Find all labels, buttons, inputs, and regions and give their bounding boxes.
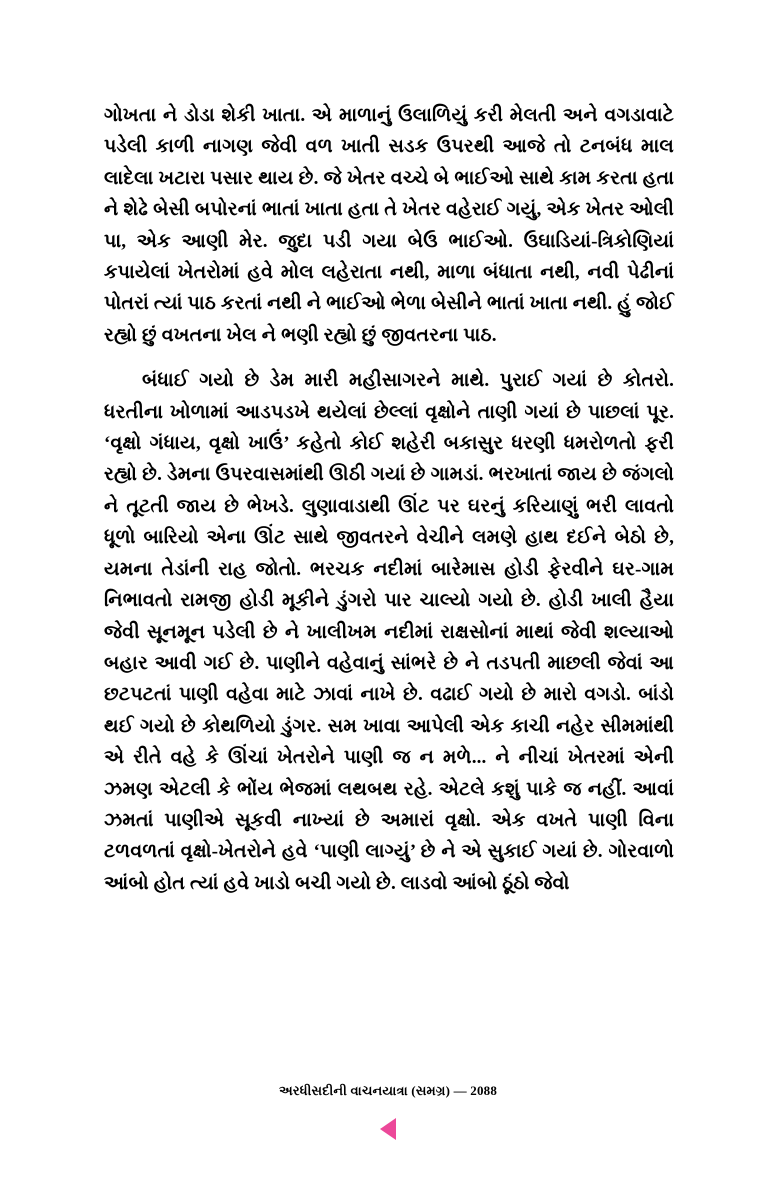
paragraph-2: બંધાઈ ગયો છે ડેમ મારી મહીસાગરને માથે. પુરાઈ ગયાં છે કોતરો. ધરતીના ખોળામાં આડપડખે થયેલાં છેલ્લાં વૃક્ષોને તાણી ગયાં છે પાછલાં પૂર. ‘વૃક્ષો ગંધાય, વૃક્ષો ખાઉં’ કહેતો કોઈ શહેરી બકાસુર ધરણી ધમરોળતો ફરી રહ્યો છે. ડેમના ઉપરવાસમાંથી ઊઠી ગયાં છે ગામડાં. ભરખાતાં જાય છે જંગલો ને તૂટતી જાય છે ભેખડે. લુણાવાડાથી ઊંટ પર ઘરનું કરિયાણું ભરી લાવતો ધૂળો બારિયો એના ઊંટ સાથે જીવતરને વેચીને લમણે હાથ દઈને બેઠો છે, યમના તેડાંની રાહ જોતો. ભરચક નદીમાં બારેમાસ હોડી ફેરવીને ઘર-ગામ નિભાવતો રામજી હોડી મૂકીને ડુંગરો પાર ચાલ્યો ગયો છે. હોડી ખાલી હૈયા જેવી સૂનમૂન પડેલી છે ને ખાલીખમ નદીમાં રાક્ષસોનાં માથાં જેવી શલ્યાઓ બહાર આવી ગઈ છે. પાણીને વહેવાનું સાંભરે છે ને તડપતી માછલી જેવાં આ છટપટતાં પાણી વહેવા માટે ઝાવાં નાખે છે. વઢાઈ ગયો છે મારો વગડો. બાંડો થઈ ગયો છે કોથળિયો ડુંગર. સમ ખાવા આપેલી એક કાચી નહેર સીમમાંથી એ રીતે વહે કે ઊંચાં ખેતરોને પાણી જ ન મળે... ને નીચાં ખેતરમાં એની ઝમણ એટલી કે ભોંય ભેજમાં લથબથ રહે. એટલે કશું પાકે જ નહીં. આવાં ઝમતાં પાણીએ સૂકવી નાખ્યાં છે અમારાં વૃક્ષો. એક વખતે પાણી વિના ટળવળતાં વૃક્ષો-ખેતરોને હવે ‘પાણી લાગ્યું’ છે ને એ સુકાઈ ગયાં છે. ગોરવાળો આંબો હોત ત્યાં હવે ખાડો બચી ગયો છે. લાડવો આંબો ઠૂંઠો જેવો (104, 370, 674, 894)
page-text-column (104, 100, 674, 899)
paragraph-1: ગોખતા ને ડોડા શેકી ખાતા. એ માળાનું ઉલાળિયું કરી મેલતી અને વગડાવાટે પડેલી કાળી નાગણ જેવી વળ ખાતી સડક ઉપરથી આજે તો ટનબંધ માલ લાદેલા ખટારા પસાર થાય છે. જે ખેતર વચ્ચે બે ભાઈઓ સાથે કામ કરતા હતા ને શેઢે બેસી બપોરનાં ભાતાં ખાતા હતા તે ખેતર વહેરાઈ ગયું, એક ખેતર ઓલી પા, એક આ‌ણી મેર. જુદા પડી ગયા બેઉ ભાઈઓ. ઉઘાડિયાં-ત્રિકોણિયાં કપાયેલાં ખેતરોમાં હવે મોલ લહેરાતા નથી, માળા બંધાતા નથી, નવી પેઢીનાં પોતરાં ત્યાં પાઠ કરતાં નથી ને ભાઈઓ ભેળા બેસીને ભાતાં ખાતા નથી. હું જોઈ રહ્યો છું વખતના ખેલ ને ભણી રહ્યો છું જીવતરના પાઠ. (104, 105, 674, 346)
previous-page-arrow-icon[interactable] (380, 1118, 396, 1140)
page-navigation (0, 1118, 776, 1140)
footer-citation: અરધીસદીની વાચનયાત્રા (સમગ્ર) — 2088 (278, 1083, 498, 1098)
page-footer (0, 1082, 776, 1100)
